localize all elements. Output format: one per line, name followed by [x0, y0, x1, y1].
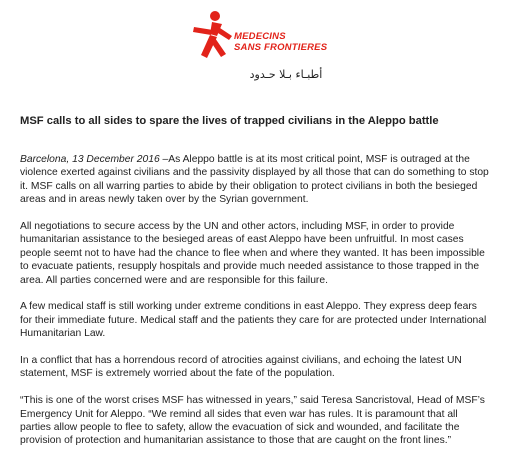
paragraph-4: In a conflict that has a horrendous record of atrocities against civilians, and echoing the latest UN statement, MSF is extremely worried about the fate of the population. [20, 355, 462, 380]
paragraph-2: All negotiations to secure access by the UN and other actors, including MSF, in order to provide humanitarian assistance to the besieged areas of east Aleppo have been unfruitful. In most cases people seemt not to have had the chance to flee when and where they wanted. It has been impossible to evacuate patients, resupply hospitals and provide much needed assistance to those trapped in the area. All parties concerned were and are responsible for this failure. [20, 221, 485, 286]
paragraph-3: A few medical staff is still working under extreme conditions in east Aleppo. They express deep fears for their immediate future. Medical staff and the patients they care for are protected under International Humanitarian Law. [20, 301, 487, 340]
paragraph-1-text: –As Aleppo battle is at its most critical point, MSF is outraged at the violence exerted against civilians and the passivity displayed by all those that can do something to stop it. MSF calls on all warring parties to abide by their obligation to protect civilians in both the besieged areas and in areas newly taken over by the Syrian government. [20, 154, 489, 206]
msf-logo [190, 10, 350, 88]
paragraph-5: “This is one of the worst crises MSF has witnessed in years,” said Teresa Sancristoval, Head of MSF’s Emergency Unit for Aleppo. “We remind all sides that even war has rules. It is paramount that all parties allow people to flee to safety, allow the evacuation of sick and wounded, and facilitate the provision of protection and humanitarian assistance to those that are caught on the front lines.” [20, 395, 485, 447]
logo-line-1: MEDECINS [234, 31, 286, 42]
dateline: Barcelona, 13 December 2016 [20, 154, 160, 165]
paragraph-1 [20, 153, 490, 207]
page-title: MSF calls to all sides to spare the lives of trapped civilians in the Aleppo battle [20, 115, 439, 127]
logo-wordmark [234, 32, 344, 53]
press-release-body [20, 153, 490, 461]
logo-line-2: SANS FRONTIERES [234, 41, 328, 53]
logo-arabic-text: أطبـاء بـلا حـدود [249, 68, 323, 81]
msf-running-man-icon [190, 10, 234, 62]
